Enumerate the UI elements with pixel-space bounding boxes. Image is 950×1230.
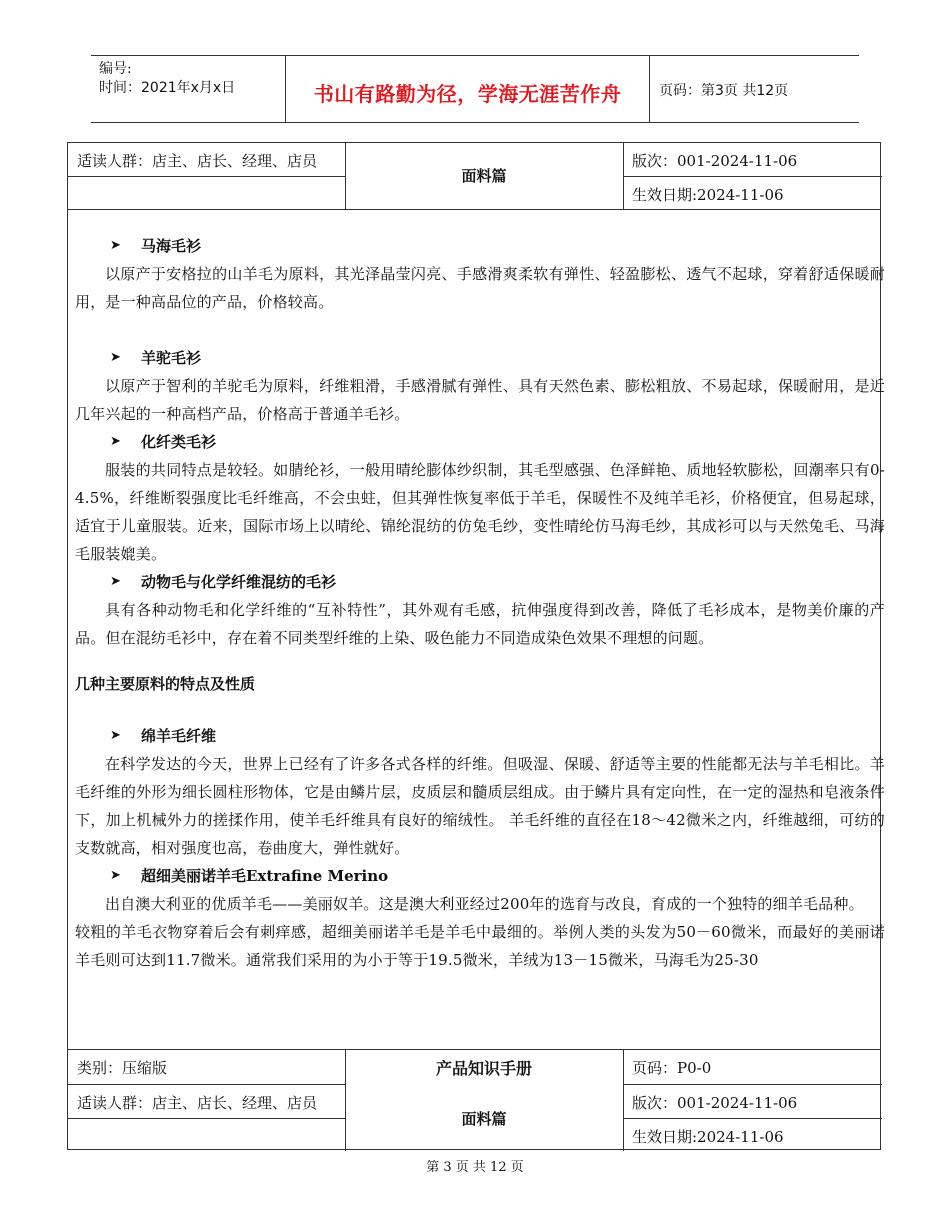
header-page-label: 页码：第3页 共12页 <box>659 83 789 99</box>
footer-effective-date: 生效日期:2024-11-06 <box>632 1128 784 1146</box>
arrow-bullet-icon: ➤ <box>110 238 121 253</box>
time-label: 时间：2021年x月x日 <box>99 80 236 96</box>
number-label: 编号: <box>99 61 132 77</box>
header-meta <box>99 60 235 98</box>
section-heading: ➤ 绵羊毛纤维 <box>75 722 885 750</box>
paragraph: 较粗的羊毛衣物穿着后会有刺痒感，超细美丽诺羊毛是羊毛中最细的。举例人类的头发为50－60微米，而最好的美丽诺羊毛则可达到11.7微米。通常我们采用的为小于等于19.5微米，羊绒为13－15微米，马海毛为25-30 <box>75 923 885 969</box>
footer-version: 版次：001-2024-11-06 <box>632 1094 798 1112</box>
paragraph: 以原产于智利的羊驼毛为原料，纤维粗滑，手感滑腻有弹性、具有天然色素、膨松粗放、不易起球，保暖耐用，是近几年兴起的一种高档产品，价格高于普通羊毛衫。 <box>75 377 885 423</box>
arrow-bullet-icon: ➤ <box>110 574 121 589</box>
running-header <box>91 55 859 123</box>
section-heading: ➤ 动物毛与化学纤维混纺的毛衫 <box>75 568 885 596</box>
motto-cell <box>285 56 650 122</box>
section-heading: ➤ 马海毛衫 <box>75 232 885 260</box>
footer-manual-title: 产品知识手册 <box>435 1059 532 1078</box>
paragraph: 以原产于安格拉的山羊毛为原料，其光泽晶莹闪亮、手感滑爽柔软有弹性、轻盈膨松、透气不起球，穿着舒适保暖耐用，是一种高品位的产品，价格较高。 <box>75 265 885 311</box>
paragraph: 在科学发达的今天，世界上已经有了许多各式各样的纤维。但吸湿、保暖、舒适等主要的性能都无法与羊毛相比。羊毛纤维的外形为细长圆柱形物体，它是由鳞片层，皮质层和髓质层组成。由于鳞片具有定向性，在一定的湿热和皂液条件下，加上机械外力的搓揉作用，使羊毛纤维具有良好的缩绒性。 羊毛纤维的直径在18～42微米之内，纤维越细，可纺的支数就高，相对强度也高，卷曲度大，弹性就好。 <box>75 755 885 857</box>
paragraph: 出自澳大利亚的优质羊毛——美丽奴羊。这是澳大利亚经过200年的选育与改良，育成的一个独特的细羊毛品种。 <box>105 895 864 913</box>
arrow-bullet-icon: ➤ <box>110 434 121 449</box>
section-heading: ➤ 羊驼毛衫 <box>75 344 885 372</box>
arrow-bullet-icon: ➤ <box>110 728 121 743</box>
footer-category: 类别：压缩版 <box>77 1059 168 1077</box>
paragraph: 服装的共同特点是较轻。如腈纶衫，一般用晴纶膨体纱织制，其毛型感强、色泽鲜艳、质地轻软膨松，回潮率只有0-4.5%，纤维断裂强度比毛纤维高，不会虫蛀，但其弹性恢复率低于羊毛，保暖性不及纯羊毛衫，价格便宜，但易起球，适宜于儿童服装。近来，国际市场上以晴纶、锦纶混纺的仿兔毛纱，变性晴纶仿马海毛纱，其成衫可以与天然兔毛、马海毛服装媲美。 <box>75 461 885 563</box>
doc-effective-date: 生效日期:2024-11-06 <box>632 186 784 204</box>
footer-page-code: 页码：P0-0 <box>632 1059 712 1077</box>
doc-audience: 适读人群：店主、店长、经理、店员 <box>77 152 318 170</box>
paragraph: 具有各种动物毛和化学纤维的“互补特性”，其外观有毛感，抗伸强度得到改善，降低了毛衫成本，是物美价廉的产品。但在混纺毛衫中，存在着不同类型纤维的上染、吸色能力不同造成染色效果不理想的问题。 <box>75 601 885 647</box>
doc-title: 面料篇 <box>461 167 507 185</box>
footer-audience: 适读人群：店主、店长、经理、店员 <box>77 1094 318 1112</box>
document-body <box>75 232 885 974</box>
section-title: 几种主要原料的特点及性质 <box>75 675 256 693</box>
arrow-bullet-icon: ➤ <box>110 868 121 883</box>
arrow-bullet-icon: ➤ <box>110 350 121 365</box>
doc-version: 版次：001-2024-11-06 <box>632 152 798 170</box>
motto-text: 书山有路勤为径，学海无涯苦作舟 <box>313 82 622 106</box>
section-heading: ➤ 超细美丽诺羊毛Extrafine Merino <box>75 862 885 890</box>
footer-doc-title: 面料篇 <box>461 1110 507 1128</box>
page-number-footer: 第 3 页 共 12 页 <box>426 1160 524 1175</box>
section-heading: ➤ 化纤类毛衫 <box>75 428 885 456</box>
